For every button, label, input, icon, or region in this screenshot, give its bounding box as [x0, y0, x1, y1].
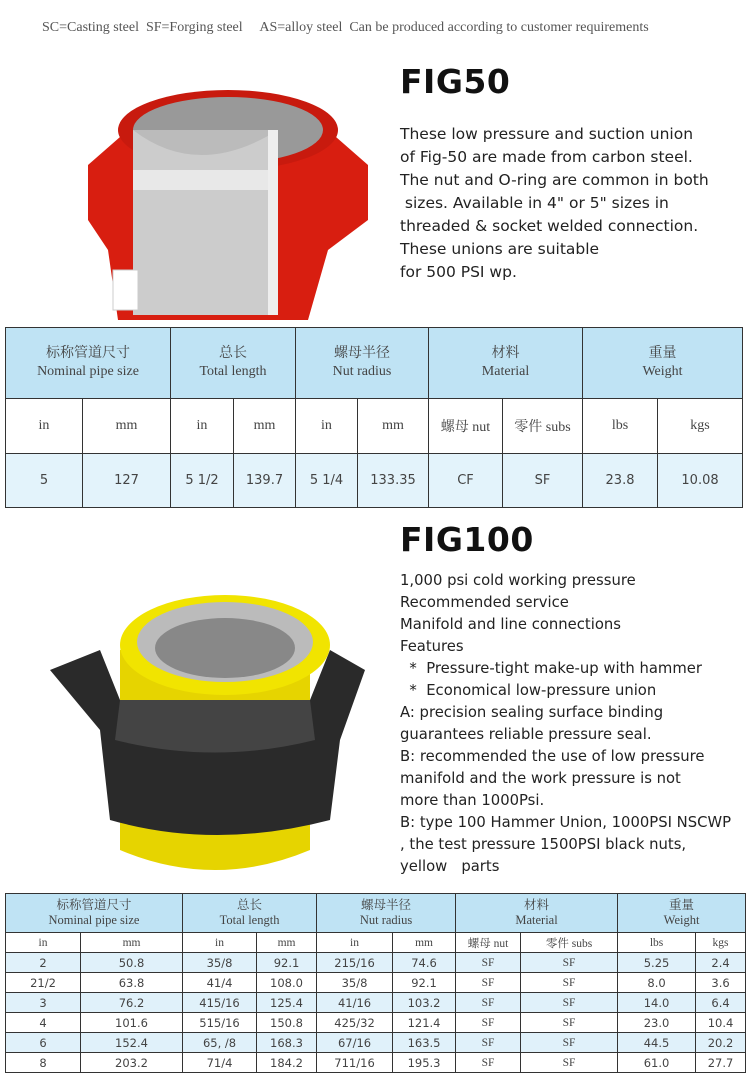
table-cell: 41/16 [317, 993, 393, 1013]
header-weight: 重量 Weight [618, 894, 746, 933]
table-cell: 8.0 [618, 973, 696, 993]
table-cell: 203.2 [81, 1053, 183, 1073]
desc-line: , the test pressure 1500PSI black nuts, [400, 836, 687, 853]
table-cell: 108.0 [257, 973, 317, 993]
table-cell: 2.4 [696, 953, 746, 973]
unit-cell: mm [393, 933, 456, 953]
header-nut-radius: 螺母半径 Nut radius [296, 328, 429, 399]
table-cell: 65, /8 [183, 1033, 257, 1053]
table-cell: SF [456, 1033, 521, 1053]
desc-line: These low pressure and suction union [400, 125, 694, 143]
table-cell: 415/16 [183, 993, 257, 1013]
header-weight: 重量 Weight [583, 328, 743, 399]
table-cell: 425/32 [317, 1013, 393, 1033]
table-cell: 8 [6, 1053, 81, 1073]
table-cell: 6.4 [696, 993, 746, 1013]
fig100-description [400, 570, 745, 878]
fig100-title: FIG100 [400, 520, 534, 559]
table-row [6, 454, 743, 508]
table-row [6, 953, 746, 973]
unit-cell: 零件 subs [521, 933, 618, 953]
unit-cell: mm [257, 933, 317, 953]
table-cell: 163.5 [393, 1033, 456, 1053]
header-row [6, 328, 743, 399]
table-row [6, 993, 746, 1013]
units-row [6, 399, 743, 454]
desc-line: of Fig-50 are made from carbon steel. [400, 148, 693, 166]
fig100-union-image [40, 590, 365, 885]
table-cell: 5 [6, 454, 83, 508]
header-total-length: 总长 Total length [171, 328, 296, 399]
table-cell: 3.6 [696, 973, 746, 993]
material-legend-caption: SC=Casting steel SF=Forging steel AS=alloy steel Can be produced according to customer requirements [42, 20, 649, 35]
table-cell: SF [521, 1033, 618, 1053]
table-cell: 10.4 [696, 1013, 746, 1033]
unit-cell: in [6, 933, 81, 953]
table-cell: 71/4 [183, 1053, 257, 1073]
table-cell: 10.08 [658, 454, 743, 508]
table-cell: 3 [6, 993, 81, 1013]
table-cell: 4 [6, 1013, 81, 1033]
table-cell: 127 [83, 454, 171, 508]
table-cell: 515/16 [183, 1013, 257, 1033]
desc-line: more than 1000Psi. [400, 792, 545, 809]
unit-cell: in [296, 399, 358, 454]
table-cell: 67/16 [317, 1033, 393, 1053]
table-cell: 5.25 [618, 953, 696, 973]
table-cell: 92.1 [393, 973, 456, 993]
desc-line: B: type 100 Hammer Union, 1000PSI NSCWP [400, 814, 732, 831]
header-nut-radius: 螺母半径 Nut radius [317, 894, 456, 933]
header-nominal-size: 标称管道尺寸 Nominal pipe size [6, 328, 171, 399]
desc-line: sizes. Available in 4" or 5" sizes in [400, 194, 669, 212]
table-cell: SF [456, 973, 521, 993]
table-cell: 92.1 [257, 953, 317, 973]
table-cell: 184.2 [257, 1053, 317, 1073]
header-nominal-size: 标称管道尺寸 Nominal pipe size [6, 894, 183, 933]
table-cell: 101.6 [81, 1013, 183, 1033]
table-cell: 150.8 [257, 1013, 317, 1033]
unit-cell: mm [234, 399, 296, 454]
desc-line: * Pressure-tight make-up with hammer [400, 660, 702, 677]
unit-cell: mm [81, 933, 183, 953]
table-cell: 44.5 [618, 1033, 696, 1053]
unit-cell: kgs [658, 399, 743, 454]
table-cell: 215/16 [317, 953, 393, 973]
table-cell: SF [521, 993, 618, 1013]
unit-cell: lbs [583, 399, 658, 454]
table-cell: 35/8 [317, 973, 393, 993]
unit-cell: in [6, 399, 83, 454]
unit-cell: mm [83, 399, 171, 454]
fig50-spec-table [5, 327, 743, 508]
table-cell: 5 1/4 [296, 454, 358, 508]
desc-line: Recommended service [400, 594, 569, 611]
table-cell: SF [456, 1053, 521, 1073]
unit-cell: 螺母 nut [429, 399, 503, 454]
desc-line: yellow parts [400, 858, 500, 875]
table-cell: 6 [6, 1033, 81, 1053]
table-cell: 20.2 [696, 1033, 746, 1053]
table-cell: 711/16 [317, 1053, 393, 1073]
table-cell: SF [503, 454, 583, 508]
header-row [6, 894, 746, 933]
table-cell: SF [521, 953, 618, 973]
table-cell: SF [456, 993, 521, 1013]
desc-line: Manifold and line connections [400, 616, 621, 633]
table-cell: 61.0 [618, 1053, 696, 1073]
table-cell: 133.35 [358, 454, 429, 508]
table-row [6, 1053, 746, 1073]
unit-cell: mm [358, 399, 429, 454]
desc-line: manifold and the work pressure is not [400, 770, 681, 787]
desc-line: * Economical low-pressure union [400, 682, 657, 699]
table-cell: SF [521, 973, 618, 993]
table-cell: 21/2 [6, 973, 81, 993]
fig50-union-image [78, 70, 378, 325]
header-total-length: 总长 Total length [183, 894, 317, 933]
header-material: 材料 Material [429, 328, 583, 399]
table-cell: 121.4 [393, 1013, 456, 1033]
table-cell: 27.7 [696, 1053, 746, 1073]
table-cell: 14.0 [618, 993, 696, 1013]
table-cell: 63.8 [81, 973, 183, 993]
table-cell: SF [456, 953, 521, 973]
table-cell: SF [521, 1053, 618, 1073]
table-row [6, 1033, 746, 1053]
desc-line: These unions are suitable [400, 240, 600, 258]
unit-cell: kgs [696, 933, 746, 953]
table-cell: 35/8 [183, 953, 257, 973]
desc-line: The nut and O-ring are common in both [400, 171, 709, 189]
desc-line: A: precision sealing surface binding [400, 704, 664, 721]
table-cell: 5 1/2 [171, 454, 234, 508]
header-material: 材料 Material [456, 894, 618, 933]
unit-cell: 螺母 nut [456, 933, 521, 953]
table-cell: 168.3 [257, 1033, 317, 1053]
table-cell: 23.8 [583, 454, 658, 508]
desc-line: Features [400, 638, 464, 655]
fig50-description [400, 123, 745, 284]
fig50-title: FIG50 [400, 62, 511, 101]
table-cell: 152.4 [81, 1033, 183, 1053]
unit-cell: in [317, 933, 393, 953]
table-cell: SF [456, 1013, 521, 1033]
unit-cell: in [183, 933, 257, 953]
table-cell: 74.6 [393, 953, 456, 973]
table-cell: SF [521, 1013, 618, 1033]
table-cell: 195.3 [393, 1053, 456, 1073]
unit-cell: lbs [618, 933, 696, 953]
desc-line: guarantees reliable pressure seal. [400, 726, 652, 743]
table-cell: 103.2 [393, 993, 456, 1013]
table-row [6, 973, 746, 993]
desc-line: threaded & socket welded connection. [400, 217, 699, 235]
table-cell: 139.7 [234, 454, 296, 508]
desc-line: for 500 PSI wp. [400, 263, 517, 281]
table-row [6, 1013, 746, 1033]
unit-cell: in [171, 399, 234, 454]
desc-line: B: recommended the use of low pressure [400, 748, 705, 765]
unit-cell: 零件 subs [503, 399, 583, 454]
table-cell: 2 [6, 953, 81, 973]
desc-line: 1,000 psi cold working pressure [400, 572, 636, 589]
table-cell: 76.2 [81, 993, 183, 1013]
table-cell: CF [429, 454, 503, 508]
table-cell: 50.8 [81, 953, 183, 973]
table-cell: 41/4 [183, 973, 257, 993]
table-cell: 125.4 [257, 993, 317, 1013]
units-row [6, 933, 746, 953]
fig100-spec-table [5, 893, 746, 1073]
table-cell: 23.0 [618, 1013, 696, 1033]
